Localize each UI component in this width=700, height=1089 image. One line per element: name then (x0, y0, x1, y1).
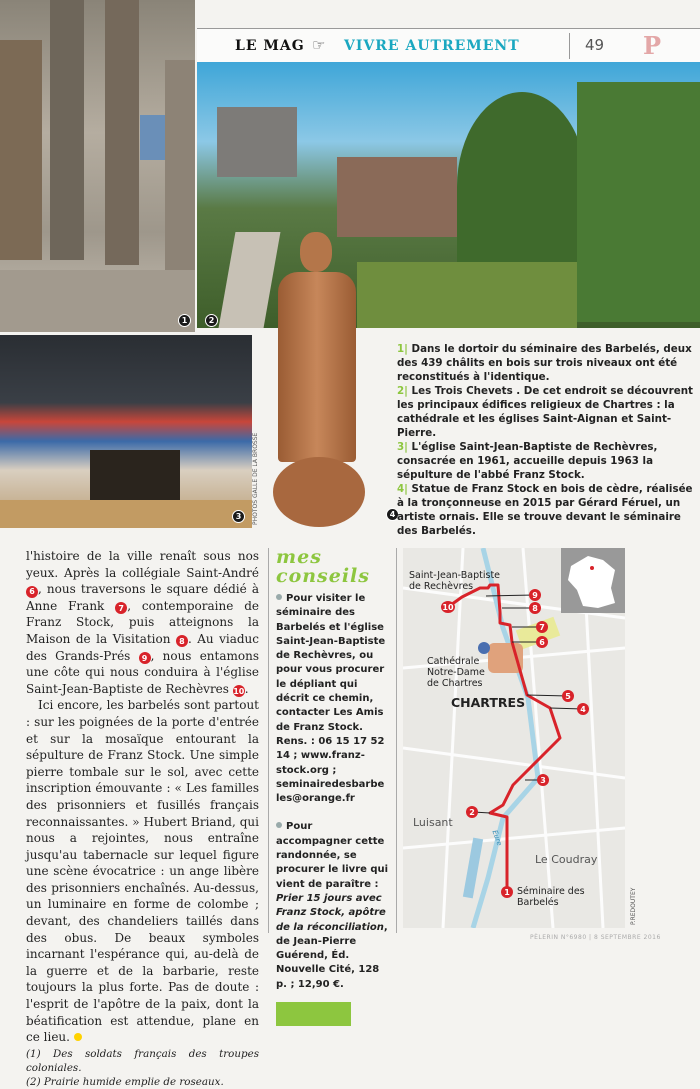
map-label-seminaire: Séminaire des Barbelés (517, 886, 585, 908)
column-divider (396, 548, 397, 933)
article-body (26, 548, 259, 1089)
green-decoration (276, 1002, 351, 1026)
column-divider (268, 548, 269, 933)
map-label-city: CHARTRES (451, 695, 526, 710)
map-marker-4: 4 (577, 703, 589, 715)
photo-captions (397, 342, 697, 538)
page-number: 49 (585, 36, 605, 54)
map-marker-8: 8 (529, 602, 541, 614)
pointing-hand-icon: ☞ (312, 36, 326, 54)
map-label-luisant: Luisant (413, 816, 453, 829)
photo-number-2: 2 (205, 314, 218, 327)
page-footer: PÈLERIN N°6980 | 8 SEPTEMBRE 2016 (530, 934, 661, 941)
photo-statue (258, 232, 373, 532)
footnote: (2) Prairie humide emplie de roseaux. (26, 1075, 224, 1088)
caption-4: 4| Statue de Franz Stock en bois de cèdre, réalisée à la tronçonneuse en 2015 par Gérard Féruel, un artiste ornais. Elle se trouve devant le séminaire des Barbelés. (397, 483, 693, 537)
magazine-name: LE MAG (235, 38, 305, 54)
footnotes (26, 1047, 259, 1089)
map-marker-6: 6 (536, 636, 548, 648)
map-marker-5: 5 (562, 690, 574, 702)
map-marker-7: 7 (536, 621, 548, 633)
tip-visit: Pour visiter le séminaire des Barbelés et l'église Saint-Jean-Baptiste de Rechèvres, ou pour vous procurer le dépliant qui décrit ce chemin, contacter Les Amis de Franz Stock. Rens. : 06 15 17 52 14 ; www.franz-stock.org ; seminairedesbarbe les@orange.fr (276, 593, 386, 805)
photo-credit: PHOTOS GALLE DE LA BROSSE (252, 432, 259, 525)
photo-number-1: 1 (178, 314, 191, 327)
map-marker-2: 2 (466, 806, 478, 818)
tips-box (276, 548, 391, 1026)
bullet-icon (276, 822, 282, 828)
map-marker-1: 1 (501, 886, 513, 898)
article-paragraph: Ici encore, les barbelés sont partout : sur les poignées de la porte d'entrée et sur la mosaïque entourant la sépulture de Franz Stock. Une simple pierre tombale sur le sol, avec cette inscription émouvante : « Les familles des prisonniers et fusillés français reconnaissantes. » Hubert Briand, qui nous a rejointes, nous entraîne jusqu'au tabernacle sur lequel figure une scène évocatrice : un ange libère des prisonniers enchaînés. Au-dessus, un luminaire en forme de colombe ; devant, des chandeliers taillés dans des obus. De beaux symboles incarnant l'espérance qui, au-delà de la guerre et de la barbarie, reste toujours la plus forte. Pas de doute : l'esprit de l'apôtre de la paix, dont la béatification est attendue, plane en ce lieu. (26, 698, 259, 1045)
photo-number-4: 4 (386, 508, 399, 521)
map-label-coudray: Le Coudray (535, 853, 598, 866)
map-label-river: Eure (490, 829, 504, 847)
map-label-church: Saint-Jean-Baptiste de Rechèvres (409, 570, 501, 592)
map-marker-10: 10 (442, 602, 454, 612)
photo-number-3: 3 (232, 510, 245, 523)
caption-3: 3| L'église Saint-Jean-Baptiste de Rechèvres, consacrée en 1961, accueille depuis 1963 la sépulture de l'abbé Franz Stock. (397, 441, 658, 481)
page-header (197, 28, 700, 62)
footnote: (1) Des soldats français des troupes coloniales. (26, 1047, 259, 1074)
route-marker-6: 6 (26, 586, 38, 598)
photo-church-interior (0, 335, 252, 528)
map-marker-3: 3 (537, 774, 549, 786)
caption-2: 2| Les Trois Chevets . De cet endroit se découvrent les principaux édifices religieux de Chartres : la cathédrale et les églises Saint-Aignan et Saint-Pierre. (397, 385, 693, 439)
photo-dormitory (0, 0, 195, 332)
route-marker-7: 7 (115, 602, 127, 614)
route-marker-10: 10 (233, 686, 245, 696)
header-divider (569, 33, 570, 59)
article-paragraph: l'histoire de la ville renaît sous nos yeux. Après la collégiale Saint-André 6 , nous traversons le square dédié à Anne Frank 7 , contemporaine de Franz Stock, puis atteignons la Maison de la Visitation 8 . Au viaduc des Grands-Prés 9 , nous entamons une côte qui nous conduira à l'église Saint-Jean-Baptiste de Rechèvres 10. (26, 549, 259, 696)
route-marker-9: 9 (139, 652, 151, 664)
route-marker-8: 8 (176, 635, 188, 647)
tip-book: Pour accompagner cette randonnée, se procurer le livre qui vient de paraître : Prier 15 jours avec Franz Stock, apôtre de la réconciliation, de Jean-Pierre Guérend, Éd. Nouvelle Cité, 128 p. ; 12,90 €. (276, 821, 389, 990)
bullet-icon (276, 594, 282, 600)
pelerin-logo: P (643, 31, 662, 60)
map-credit: P.REDOUTEY (630, 887, 637, 925)
caption-1: 1| Dans le dortoir du séminaire des Barbelés, deux des 439 châlits en bois sur trois niveaux ont été reconstitués à l'identique. (397, 343, 692, 383)
map-label-cathedral: Cathédrale Notre-Dame de Chartres (427, 656, 485, 689)
section-title: VIVRE AUTREMENT (344, 38, 520, 54)
map-marker-9: 9 (529, 589, 541, 601)
route-map (403, 548, 625, 928)
tips-title: mes conseils (276, 546, 370, 587)
end-mark-icon (74, 1033, 82, 1041)
